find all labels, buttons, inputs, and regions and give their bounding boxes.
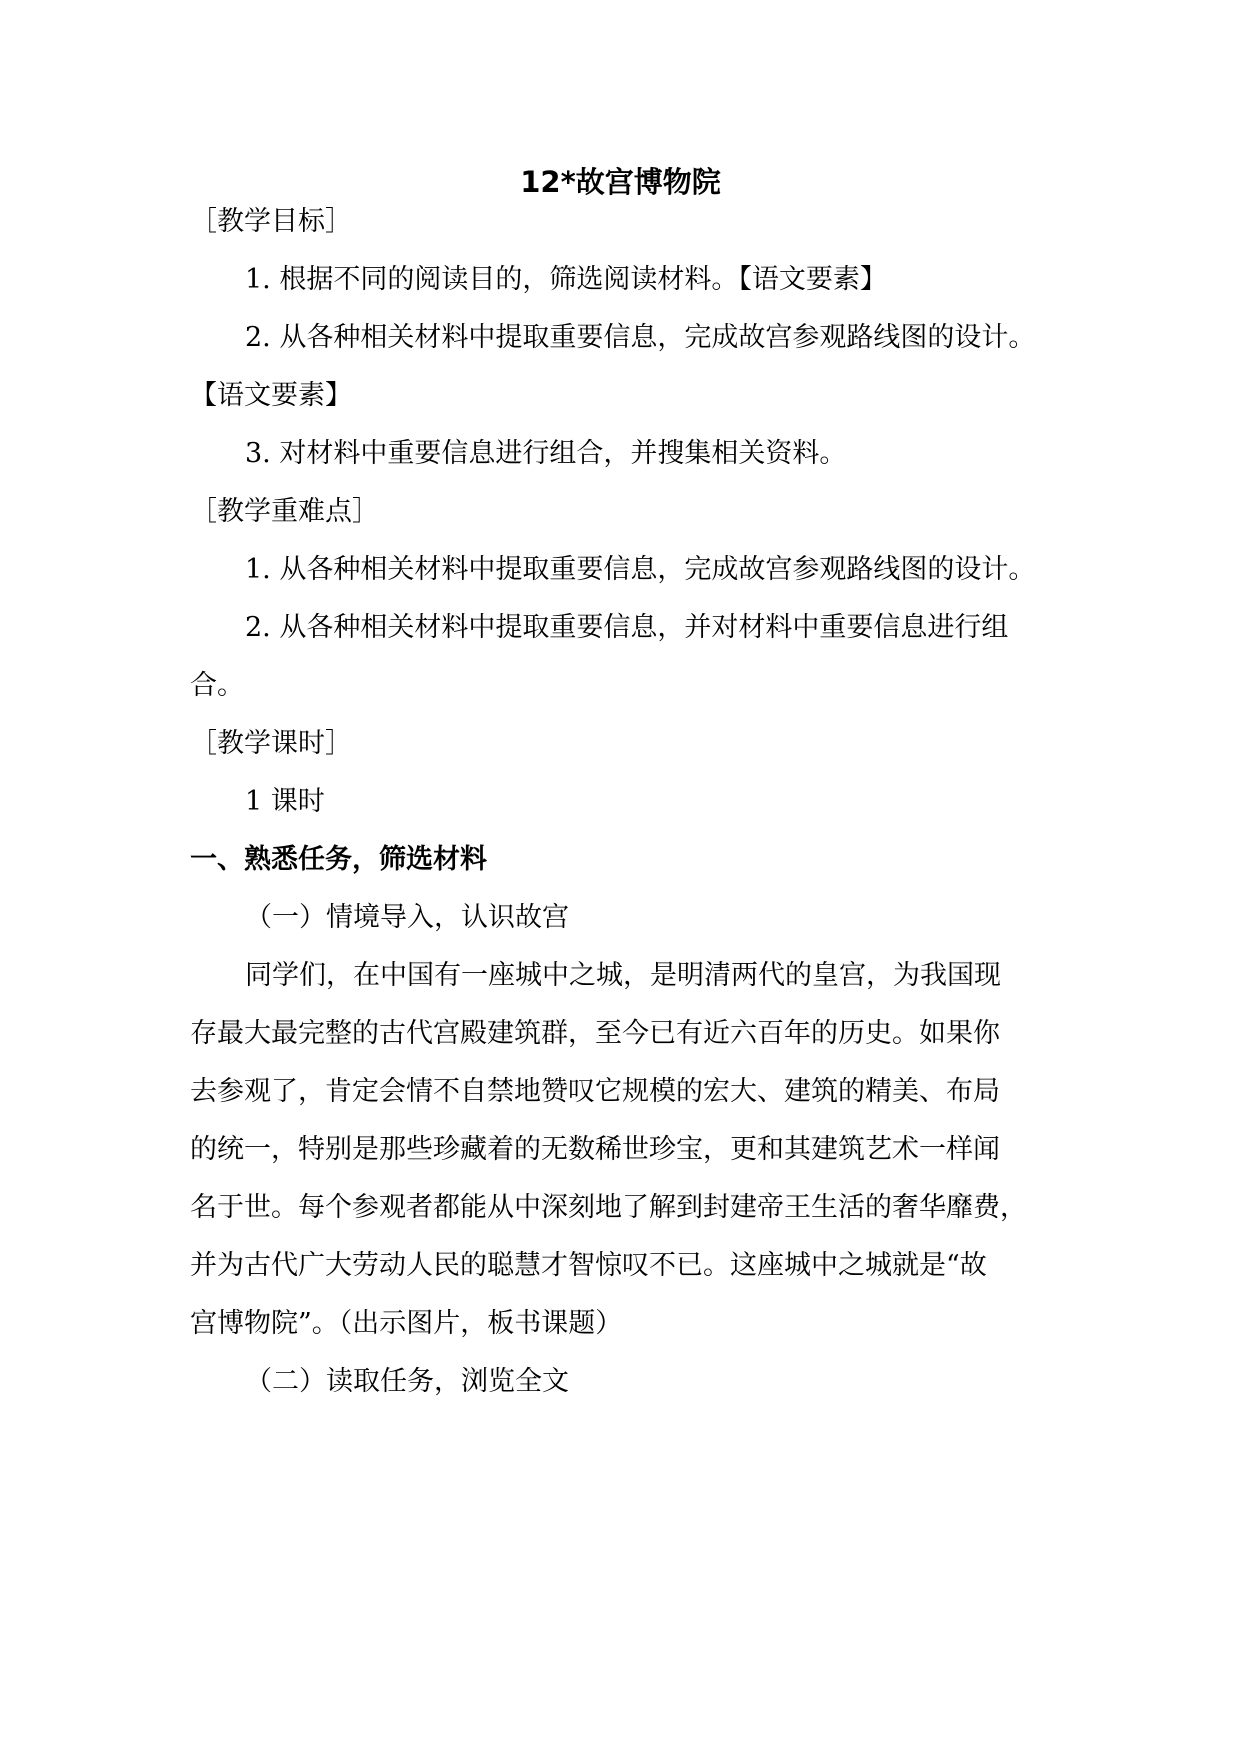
objective-item-1: 1. 根据不同的阅读目的，筛选阅读材料。【语文要素】: [245, 264, 887, 295]
paragraph-line: 同学们，在中国有一座城中之城，是明清两代的皇宫，为我国现: [245, 960, 1001, 991]
key-point-1: 1. 从各种相关材料中提取重要信息，完成故宫参观路线图的设计。: [245, 554, 1036, 585]
class-hours-value: 1 课时: [245, 786, 325, 817]
key-points-heading: ［教学重难点］: [190, 496, 379, 527]
subsection-one-heading: （一）情境导入，认识故宫: [245, 902, 569, 933]
part-one-heading: 一、熟悉任务，筛选材料: [190, 844, 487, 875]
paragraph-line: 存最大最完整的古代宫殿建筑群，至今已有近六百年的历史。如果你: [190, 1018, 1000, 1049]
objective-item-2-tag: 【语文要素】: [190, 380, 352, 411]
objective-item-2: 2. 从各种相关材料中提取重要信息，完成故宫参观路线图的设计。: [245, 322, 1036, 353]
paragraph-line: 名于世。每个参观者都能从中深刻地了解到封建帝王生活的奢华靡费，: [190, 1192, 1027, 1223]
paragraph-line: 并为古代广大劳动人民的聪慧才智惊叹不已。这座城中之城就是“故: [190, 1250, 987, 1281]
subsection-two-heading: （二）读取任务，浏览全文: [245, 1366, 569, 1397]
paragraph-line: 去参观了，肯定会情不自禁地赞叹它规模的宏大、建筑的精美、布局: [190, 1076, 1000, 1107]
paragraph-line: 宫博物院”。（出示图片，板书课题）: [190, 1308, 623, 1339]
objective-item-3: 3. 对材料中重要信息进行组合，并搜集相关资料。: [245, 438, 847, 469]
key-point-2-continued: 合。: [190, 670, 244, 701]
class-hours-heading: ［教学课时］: [190, 728, 352, 759]
paragraph-line: 的统一，特别是那些珍藏着的无数稀世珍宝，更和其建筑艺术一样闻: [190, 1134, 1000, 1165]
objectives-heading: ［教学目标］: [190, 206, 352, 237]
page-title: 12*故宫博物院: [520, 165, 721, 199]
key-point-2: 2. 从各种相关材料中提取重要信息，并对材料中重要信息进行组: [245, 612, 1009, 643]
